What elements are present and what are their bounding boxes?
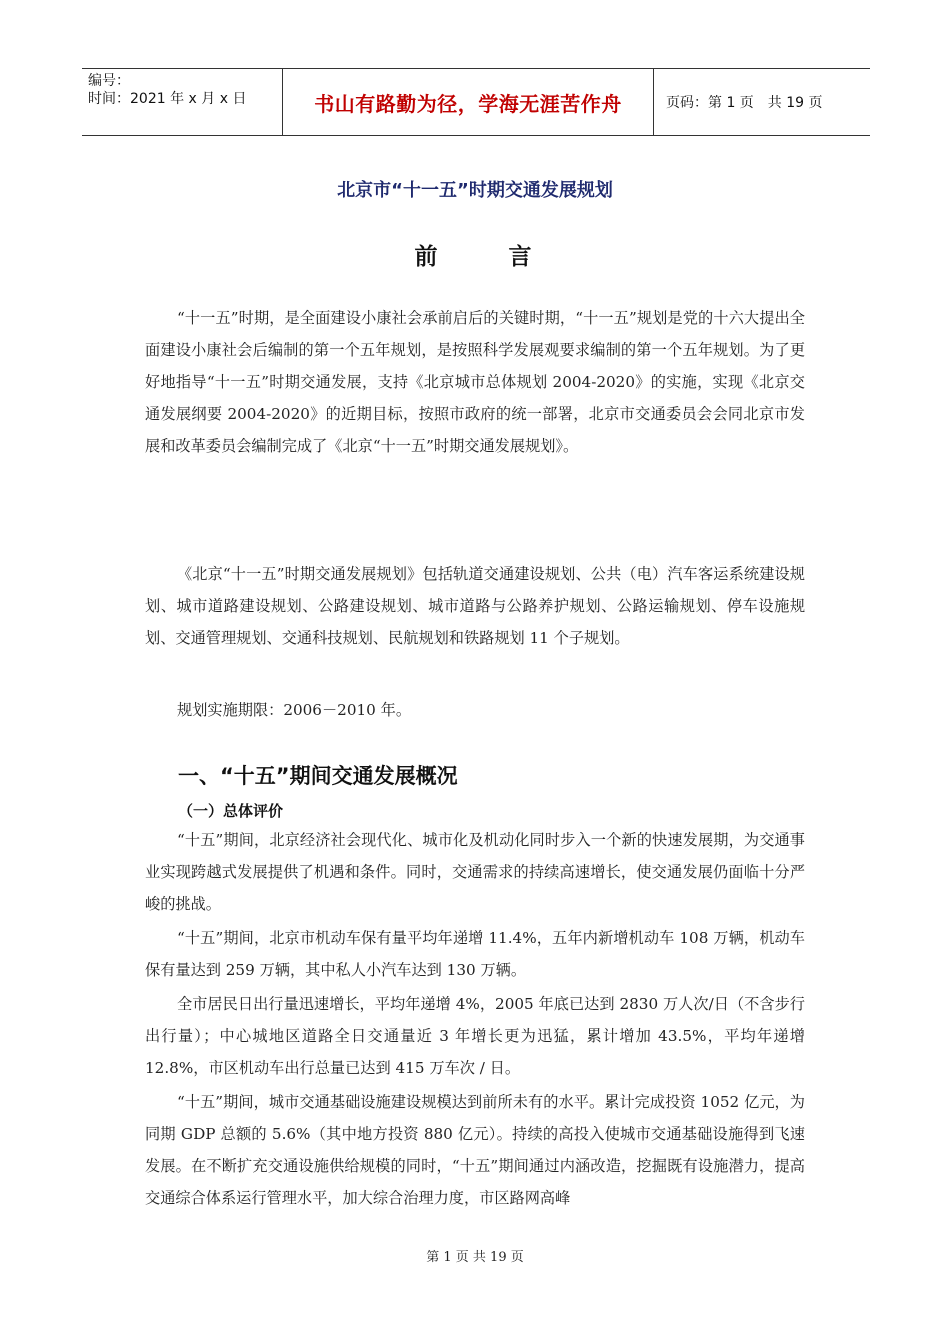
section-heading: 一、“十五”期间交通发展概况 bbox=[178, 764, 458, 788]
header-table bbox=[82, 68, 870, 136]
preface-paragraph-2: 《北京“十一五”时期交通发展规划》包括轨道交通建设规划、公共（电）汽车客运系统建设规划、城市道路建设规划、公路建设规划、城市道路与公路养护规划、公路运输规划、停车设施规划、交通管理规划、交通科技规划、民航规划和铁路规划 11 个子规划。 bbox=[145, 565, 805, 647]
preface-paragraph-3: 规划实施期限：2006－2010 年。 bbox=[177, 701, 412, 719]
page-footer: 第 1 页 共 19 页 bbox=[426, 1250, 524, 1265]
header-motto-cell bbox=[282, 69, 654, 135]
header-page-info: 页码：第 1 页 共 19 页 bbox=[666, 95, 823, 111]
document-title: 北京市“十一五”时期交通发展规划 bbox=[337, 180, 613, 201]
document-time-label: 时间：2021 年 x 月 x 日 bbox=[88, 91, 247, 107]
section-paragraph-4: “十五”期间，城市交通基础设施建设规模达到前所未有的水平。累计完成投资 1052 亿元，为同期 GDP 总额的 5.6%（其中地方投资 880 亿元）。持续的高投入使城市交通基础设施得到飞速发展。在不断扩充交通设施供给规模的同时，“十五”期间通过内涵改造，挖掘既有设施潜力，提高交通综合体系运行管理水平，加大综合治理力度，市区路网高峰 bbox=[145, 1093, 805, 1207]
section-subheading: （一）总体评价 bbox=[178, 802, 284, 820]
header-left-cell bbox=[82, 69, 282, 135]
section-paragraph-1: “十五”期间，北京经济社会现代化、城市化及机动化同时步入一个新的快速发展期，为交通事业实现跨越式发展提供了机遇和条件。同时，交通需求的持续高速增长，使交通发展仍面临十分严峻的挑战。 bbox=[145, 831, 805, 913]
section-paragraph-3: 全市居民日出行量迅速增长，平均年递增 4%，2005 年底已达到 2830 万人次/日（不含步行出行量）；中心城地区道路全日交通量近 3 年增长更为迅猛，累计增加 43.5%，平均年递增 12.8%，市区机动车出行总量已达到 415 万车次 / 日。 bbox=[145, 995, 805, 1077]
preface-heading: 前 言 bbox=[414, 244, 556, 270]
header-page-cell bbox=[654, 69, 870, 135]
section-paragraph-2: “十五”期间，北京市机动车保有量平均年递增 11.4%，五年内新增机动车 108 万辆，机动车保有量达到 259 万辆，其中私人小汽车达到 130 万辆。 bbox=[145, 929, 805, 979]
header-motto: 书山有路勤为径，学海无涯苦作舟 bbox=[314, 91, 622, 116]
document-number-label: 编号： bbox=[88, 73, 130, 89]
preface-paragraph-1: “十一五”时期，是全面建设小康社会承前启后的关键时期，“十一五”规划是党的十六大提出全面建设小康社会后编制的第一个五年规划，是按照科学发展观要求编制的第一个五年规划。为了更好地指导“十一五”时期交通发展，支持《北京城市总体规划 2004-2020》的实施，实现《北京交通发展纲要 2004-2020》的近期目标，按照市政府的统一部署，北京市交通委员会会同北京市发展和改革委员会编制完成了《北京“十一五”时期交通发展规划》。 bbox=[145, 309, 805, 455]
